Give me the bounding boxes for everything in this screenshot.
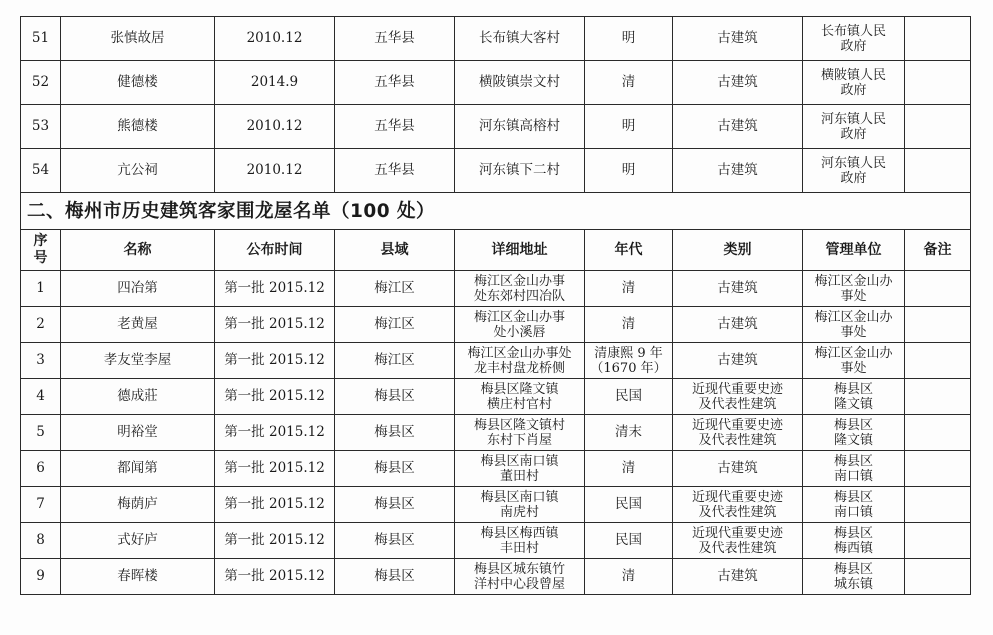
cell-address-line: 董田村 <box>499 468 539 484</box>
cell-era: 清 <box>585 61 673 105</box>
cell-unit-line: 政府 <box>840 170 867 186</box>
cell-category <box>673 451 803 487</box>
cell-category <box>673 415 803 451</box>
top-rows-section <box>21 17 971 193</box>
cell-no: 3 <box>21 343 61 379</box>
table-row <box>21 61 971 105</box>
cell-no: 1 <box>21 271 61 307</box>
cell-era <box>585 451 673 487</box>
cell-no: 53 <box>21 105 61 149</box>
cell-era <box>585 559 673 595</box>
cell-county: 梅县区 <box>335 451 455 487</box>
cell-address <box>455 487 585 523</box>
section-heading-area <box>21 193 971 271</box>
cell-category: 古建筑 <box>673 105 803 149</box>
cell-unit-line: 南口镇 <box>833 468 873 484</box>
cell-unit <box>803 105 905 149</box>
cell-date: 第一批 2015.12 <box>215 307 335 343</box>
cell-date: 第一批 2015.12 <box>215 343 335 379</box>
cell-era <box>585 271 673 307</box>
cell-address: 横陂镇崇文村 <box>455 61 585 105</box>
header-era: 年代 <box>585 230 673 271</box>
cell-unit-line: 事处 <box>840 324 867 340</box>
cell-category: 古建筑 <box>673 149 803 193</box>
cell-name: 德成莊 <box>61 379 215 415</box>
table-row <box>21 307 971 343</box>
cell-unit <box>803 451 905 487</box>
cell-county: 五华县 <box>335 149 455 193</box>
cell-address-line: 东村下肖屋 <box>486 432 552 448</box>
cell-unit-line: 梅县区 <box>833 417 873 433</box>
cell-era-line: 民国 <box>615 496 642 512</box>
cell-unit-line: 隆文镇 <box>833 396 873 412</box>
cell-era-line: 清康熙 9 年 <box>594 345 663 361</box>
cell-category <box>673 487 803 523</box>
cell-era <box>585 343 673 379</box>
header-county: 县域 <box>335 230 455 271</box>
cell-address-line: 处小溪唇 <box>493 324 546 340</box>
cell-note <box>905 149 971 193</box>
table-row <box>21 105 971 149</box>
cell-category-line: 及代表性建筑 <box>698 504 777 520</box>
cell-era: 明 <box>585 17 673 61</box>
cell-date: 2010.12 <box>215 17 335 61</box>
cell-unit-line: 梅县区 <box>833 561 873 577</box>
cell-address-line: 梅江区金山办事 <box>473 273 565 289</box>
cell-unit-line: 事处 <box>840 288 867 304</box>
cell-era-line: 清 <box>621 460 636 476</box>
cell-era <box>585 487 673 523</box>
cell-note <box>905 343 971 379</box>
cell-name: 老黄屋 <box>61 307 215 343</box>
cell-category-line: 及代表性建筑 <box>698 396 777 412</box>
cell-era <box>585 415 673 451</box>
cell-era-line: （1670 年） <box>590 360 667 376</box>
cell-note <box>905 451 971 487</box>
cell-unit-line: 梅江区金山办 <box>814 309 893 325</box>
cell-unit-line: 梅西镇 <box>833 540 873 556</box>
cell-date: 第一批 2015.12 <box>215 415 335 451</box>
cell-address-line: 梅江区金山办事 <box>473 309 565 325</box>
cell-date: 2010.12 <box>215 149 335 193</box>
cell-date: 2010.12 <box>215 105 335 149</box>
cell-unit-line: 城东镇 <box>833 576 873 592</box>
cell-note <box>905 415 971 451</box>
cell-address-line: 梅县区隆文镇村 <box>473 417 565 433</box>
cell-era-line: 清 <box>621 316 636 332</box>
cell-county: 五华县 <box>335 61 455 105</box>
cell-category-line: 古建筑 <box>717 568 758 584</box>
cell-date: 2014.9 <box>215 61 335 105</box>
cell-era-line: 民国 <box>615 388 642 404</box>
cell-category-line: 及代表性建筑 <box>698 432 777 448</box>
cell-name: 孝友堂李屋 <box>61 343 215 379</box>
cell-unit-line: 南口镇 <box>833 504 873 520</box>
cell-era-line: 清 <box>621 568 636 584</box>
cell-name: 春晖楼 <box>61 559 215 595</box>
table-row <box>21 559 971 595</box>
cell-unit <box>803 17 905 61</box>
cell-unit-line: 政府 <box>840 126 867 142</box>
table-row <box>21 415 971 451</box>
cell-address-line: 梅县区南口镇 <box>480 489 559 505</box>
cell-unit <box>803 523 905 559</box>
cell-category <box>673 271 803 307</box>
cell-county: 梅县区 <box>335 559 455 595</box>
cell-unit-line: 隆文镇 <box>833 432 873 448</box>
cell-era-line: 民国 <box>615 532 642 548</box>
cell-unit <box>803 61 905 105</box>
cell-no: 5 <box>21 415 61 451</box>
cell-no: 2 <box>21 307 61 343</box>
cell-name: 梅荫庐 <box>61 487 215 523</box>
cell-address-line: 龙丰村盘龙桥侧 <box>473 360 565 376</box>
cell-unit-line: 政府 <box>840 38 867 54</box>
cell-address-line: 丰田村 <box>499 540 539 556</box>
cell-unit-line: 河东镇人民 <box>820 111 886 127</box>
cell-unit-line: 长布镇人民 <box>820 23 886 39</box>
cell-no: 9 <box>21 559 61 595</box>
cell-no: 6 <box>21 451 61 487</box>
cell-county: 梅县区 <box>335 523 455 559</box>
cell-date: 第一批 2015.12 <box>215 451 335 487</box>
cell-category <box>673 343 803 379</box>
cell-address <box>455 559 585 595</box>
cell-name: 张慎故居 <box>61 17 215 61</box>
cell-unit <box>803 271 905 307</box>
cell-name: 四冶第 <box>61 271 215 307</box>
cell-era-line: 清 <box>621 280 636 296</box>
cell-note <box>905 61 971 105</box>
cell-address <box>455 307 585 343</box>
header-unit: 管理单位 <box>803 230 905 271</box>
cell-category-line: 近现代重要史迹 <box>691 525 783 541</box>
cell-address <box>455 343 585 379</box>
cell-unit-line: 政府 <box>840 82 867 98</box>
cell-category-line: 及代表性建筑 <box>698 540 777 556</box>
cell-category-line: 近现代重要史迹 <box>691 381 783 397</box>
cell-category <box>673 559 803 595</box>
cell-date: 第一批 2015.12 <box>215 523 335 559</box>
cell-note <box>905 523 971 559</box>
cell-name: 健德楼 <box>61 61 215 105</box>
cell-note <box>905 379 971 415</box>
cell-county: 五华县 <box>335 105 455 149</box>
header-address: 详细地址 <box>455 230 585 271</box>
cell-era <box>585 307 673 343</box>
cell-no: 4 <box>21 379 61 415</box>
cell-unit-line: 梅县区 <box>833 525 873 541</box>
header-date: 公布时间 <box>215 230 335 271</box>
cell-category-line: 古建筑 <box>717 352 758 368</box>
cell-county: 梅县区 <box>335 379 455 415</box>
cell-no: 51 <box>21 17 61 61</box>
cell-era: 明 <box>585 149 673 193</box>
cell-address-line: 南虎村 <box>499 504 539 520</box>
cell-address-line: 梅县区城东镇竹 <box>473 561 565 577</box>
cell-address-line: 梅江区金山办事处 <box>467 345 572 361</box>
cell-address-line: 梅县区南口镇 <box>480 453 559 469</box>
cell-note <box>905 17 971 61</box>
cell-name: 都闻第 <box>61 451 215 487</box>
cell-name: 亢公祠 <box>61 149 215 193</box>
cell-unit <box>803 559 905 595</box>
cell-category: 古建筑 <box>673 61 803 105</box>
cell-address: 长布镇大客村 <box>455 17 585 61</box>
cell-address <box>455 271 585 307</box>
cell-date: 第一批 2015.12 <box>215 379 335 415</box>
cell-no: 52 <box>21 61 61 105</box>
cell-category-line: 古建筑 <box>717 460 758 476</box>
cell-unit <box>803 343 905 379</box>
cell-county: 梅县区 <box>335 487 455 523</box>
header-category: 类别 <box>673 230 803 271</box>
main-rows-section <box>21 271 971 595</box>
cell-unit-line: 梅江区金山办 <box>814 273 893 289</box>
cell-category-line: 近现代重要史迹 <box>691 417 783 433</box>
cell-unit <box>803 379 905 415</box>
cell-date: 第一批 2015.12 <box>215 487 335 523</box>
cell-county: 五华县 <box>335 17 455 61</box>
cell-note <box>905 105 971 149</box>
cell-address-line: 梅县区隆文镇 <box>480 381 559 397</box>
cell-era <box>585 379 673 415</box>
cell-unit <box>803 307 905 343</box>
cell-address-line: 横庄村官村 <box>486 396 552 412</box>
cell-era: 明 <box>585 105 673 149</box>
cell-note <box>905 271 971 307</box>
cell-address-line: 洋村中心段曾屋 <box>473 576 565 592</box>
cell-era <box>585 523 673 559</box>
cell-address: 河东镇下二村 <box>455 149 585 193</box>
cell-county: 梅江区 <box>335 343 455 379</box>
cell-date: 第一批 2015.12 <box>215 559 335 595</box>
cell-unit-line: 河东镇人民 <box>820 155 886 171</box>
cell-unit <box>803 487 905 523</box>
cell-unit-line: 梅县区 <box>833 489 873 505</box>
cell-category <box>673 307 803 343</box>
cell-unit-line: 梅江区金山办 <box>814 345 893 361</box>
table-row <box>21 271 971 307</box>
cell-unit-line: 梅县区 <box>833 453 873 469</box>
header-no-line: 号 <box>33 250 48 266</box>
cell-address <box>455 415 585 451</box>
cell-note <box>905 559 971 595</box>
cell-unit-line: 横陂镇人民 <box>820 67 886 83</box>
cell-category <box>673 523 803 559</box>
heritage-table <box>20 16 971 595</box>
cell-category-line: 古建筑 <box>717 316 758 332</box>
cell-address-line: 处东郊村四冶队 <box>473 288 565 304</box>
cell-date: 第一批 2015.12 <box>215 271 335 307</box>
cell-address-line: 梅县区梅西镇 <box>480 525 559 541</box>
table-row <box>21 487 971 523</box>
cell-address: 河东镇高榕村 <box>455 105 585 149</box>
table-row <box>21 379 971 415</box>
cell-note <box>905 307 971 343</box>
cell-county: 梅县区 <box>335 415 455 451</box>
cell-name: 明裕堂 <box>61 415 215 451</box>
header-row <box>21 230 971 271</box>
cell-no: 54 <box>21 149 61 193</box>
cell-no: 8 <box>21 523 61 559</box>
table-row <box>21 523 971 559</box>
header-name: 名称 <box>61 230 215 271</box>
cell-category-line: 古建筑 <box>717 280 758 296</box>
cell-name: 熊德楼 <box>61 105 215 149</box>
cell-unit <box>803 149 905 193</box>
cell-address <box>455 451 585 487</box>
section-title: 二、梅州市历史建筑客家围龙屋名单（100 处） <box>21 193 971 230</box>
cell-unit <box>803 415 905 451</box>
cell-unit-line: 事处 <box>840 360 867 376</box>
table-row <box>21 149 971 193</box>
cell-county: 梅江区 <box>335 271 455 307</box>
cell-no: 7 <box>21 487 61 523</box>
header-no-line: 序 <box>33 233 48 249</box>
cell-note <box>905 487 971 523</box>
cell-category-line: 近现代重要史迹 <box>691 489 783 505</box>
cell-county: 梅江区 <box>335 307 455 343</box>
cell-address <box>455 379 585 415</box>
cell-category: 古建筑 <box>673 17 803 61</box>
cell-name: 式好庐 <box>61 523 215 559</box>
cell-unit-line: 梅县区 <box>833 381 873 397</box>
table-row <box>21 343 971 379</box>
header-no <box>21 230 61 271</box>
cell-era-line: 清末 <box>615 424 642 440</box>
table-row <box>21 451 971 487</box>
cell-address <box>455 523 585 559</box>
table-row <box>21 17 971 61</box>
cell-category <box>673 379 803 415</box>
header-note: 备注 <box>905 230 971 271</box>
